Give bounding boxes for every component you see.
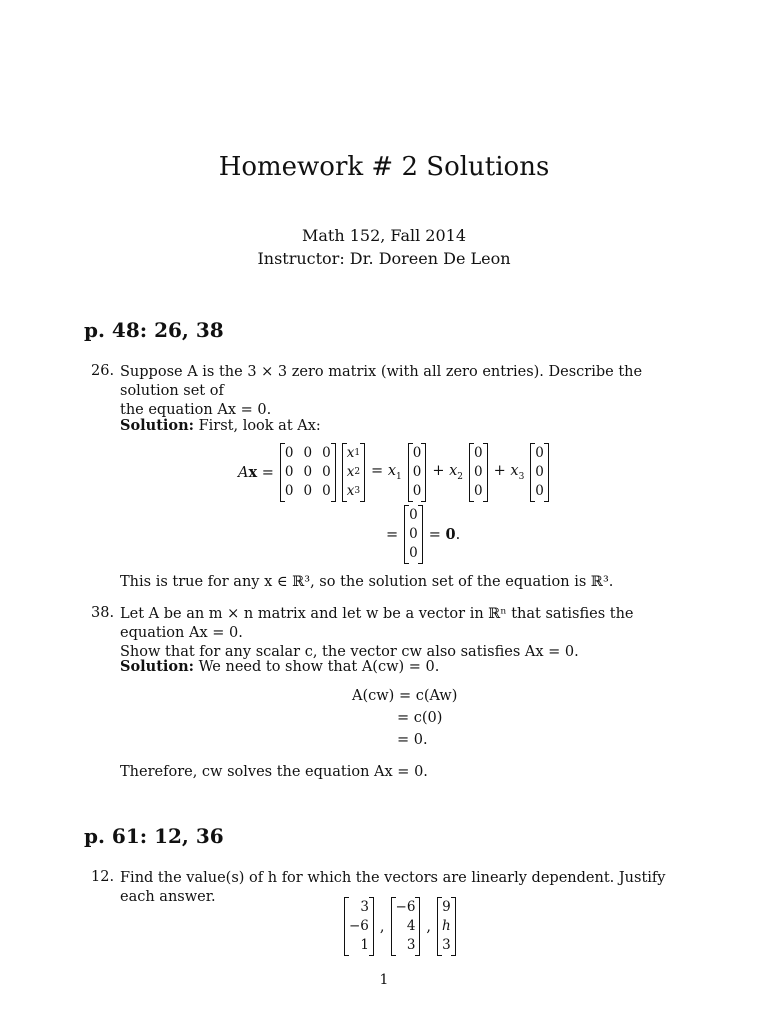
problem-number-12: 12.	[91, 869, 115, 885]
vector-3: 9 h 3	[437, 897, 456, 956]
bracket-serif	[451, 897, 455, 898]
problem-12-statement: Find the value(s) of h for which the vectors are linearly dependent. Justify each answer.	[120, 870, 666, 905]
derivation-line2: = c(0)	[397, 710, 443, 726]
problem-38-statement	[120, 605, 695, 662]
bracket-serif	[360, 443, 364, 444]
bracket-serif	[470, 501, 474, 502]
bracket-serif	[331, 501, 335, 502]
solution-label: Solution:	[120, 417, 194, 434]
vector-1: 3 −6 1	[344, 897, 374, 956]
problem-38-line2: Show that for any scalar c, the vector cw also satisfies Ax = 0.	[120, 644, 579, 660]
problem-26-conclusion: This is true for any x ∈ ℝ³, so the solution set of the equation is ℝ³.	[120, 574, 614, 590]
bracket-serif	[343, 443, 347, 444]
solution-label: Solution:	[120, 658, 194, 675]
zero-vector-1: 0 0 0	[408, 443, 427, 502]
bracket-serif	[392, 897, 396, 898]
matrix-equation-row2: = 0 0 0 = 0.	[386, 505, 460, 564]
course-line: Math 152, Fall 2014	[301, 226, 467, 245]
matrix-equation-row1: Ax = 0 0 0 0 0 0 0 0 0 x 1 x 2 x 3 = $x_1$ 0 0 0 + $x_2$ 0 0 0 + $x_3$ 0 0 0	[238, 443, 549, 502]
bracket-serif	[345, 897, 349, 898]
vector-2: −6 4 3	[391, 897, 421, 956]
problem-26-line1: Suppose A is the 3 × 3 zero matrix (with all zero entries). Describe the solution set of	[120, 364, 643, 399]
problem-number-38: 38.	[91, 605, 115, 621]
bracket-serif	[343, 501, 347, 502]
zero-vector-result: 0 0 0	[404, 505, 423, 564]
bracket-serif	[531, 443, 535, 444]
problem-26-line2: the equation Ax = 0.	[120, 402, 272, 418]
bracket-serif	[360, 501, 364, 502]
bracket-serif	[369, 955, 373, 956]
bracket-serif	[281, 501, 285, 502]
bracket-serif	[409, 501, 413, 502]
zero-vector-3: 0 0 0	[530, 443, 549, 502]
page-number: 1	[379, 972, 389, 988]
bracket-serif	[483, 443, 487, 444]
vectors-list: 3 −6 1 , −6 4 3 , 9 h 3	[344, 897, 456, 956]
instructor-line: Instructor: Dr. Doreen De Leon	[257, 249, 511, 268]
bracket-serif	[415, 955, 419, 956]
bracket-serif	[418, 505, 422, 506]
bracket-serif	[409, 443, 413, 444]
bracket-serif	[531, 501, 535, 502]
problem-number-26: 26.	[91, 363, 115, 379]
bracket-serif	[392, 955, 396, 956]
section-heading-p61: p. 61: 12, 36	[84, 824, 224, 848]
problem-26-solution	[120, 416, 695, 436]
bracket-serif	[470, 443, 474, 444]
page-title: Homework # 2 Solutions	[218, 152, 550, 182]
problem-38-line1: Let A be an m × n matrix and let w be a vector in ℝⁿ that satisfies the equation Ax = 0.	[120, 606, 634, 641]
bracket-serif	[405, 505, 409, 506]
bracket-serif	[345, 955, 349, 956]
x-vector: x 1 x 2 x 3	[342, 443, 365, 502]
bracket-serif	[451, 955, 455, 956]
bracket-serif	[421, 443, 425, 444]
bracket-serif	[438, 955, 442, 956]
derivation-line3: = 0.	[397, 732, 428, 748]
bracket-serif	[281, 443, 285, 444]
solution-text: First, look at Ax:	[198, 418, 321, 434]
bracket-serif	[331, 443, 335, 444]
derivation-lhs: A(cw)	[352, 688, 395, 704]
zero-vector-2: 0 0 0	[469, 443, 488, 502]
problem-38-conclusion: Therefore, cw solves the equation Ax = 0.	[120, 764, 428, 780]
bracket-serif	[544, 501, 548, 502]
bracket-serif	[483, 501, 487, 502]
bracket-serif	[415, 897, 419, 898]
zero-matrix: 0 0 0 0 0 0 0 0 0	[280, 443, 336, 502]
bracket-serif	[544, 443, 548, 444]
solution-text: We need to show that A(cw) = 0.	[198, 659, 440, 675]
section-heading-p48: p. 48: 26, 38	[84, 318, 224, 342]
derivation-rhs: = c(Aw)	[398, 688, 458, 704]
problem-38-solution	[120, 657, 695, 677]
bracket-serif	[369, 897, 373, 898]
bracket-serif	[421, 501, 425, 502]
bracket-serif	[405, 563, 409, 564]
bracket-serif	[438, 897, 442, 898]
derivation-line1	[352, 688, 457, 704]
problem-26-statement	[120, 363, 695, 420]
bracket-serif	[418, 563, 422, 564]
